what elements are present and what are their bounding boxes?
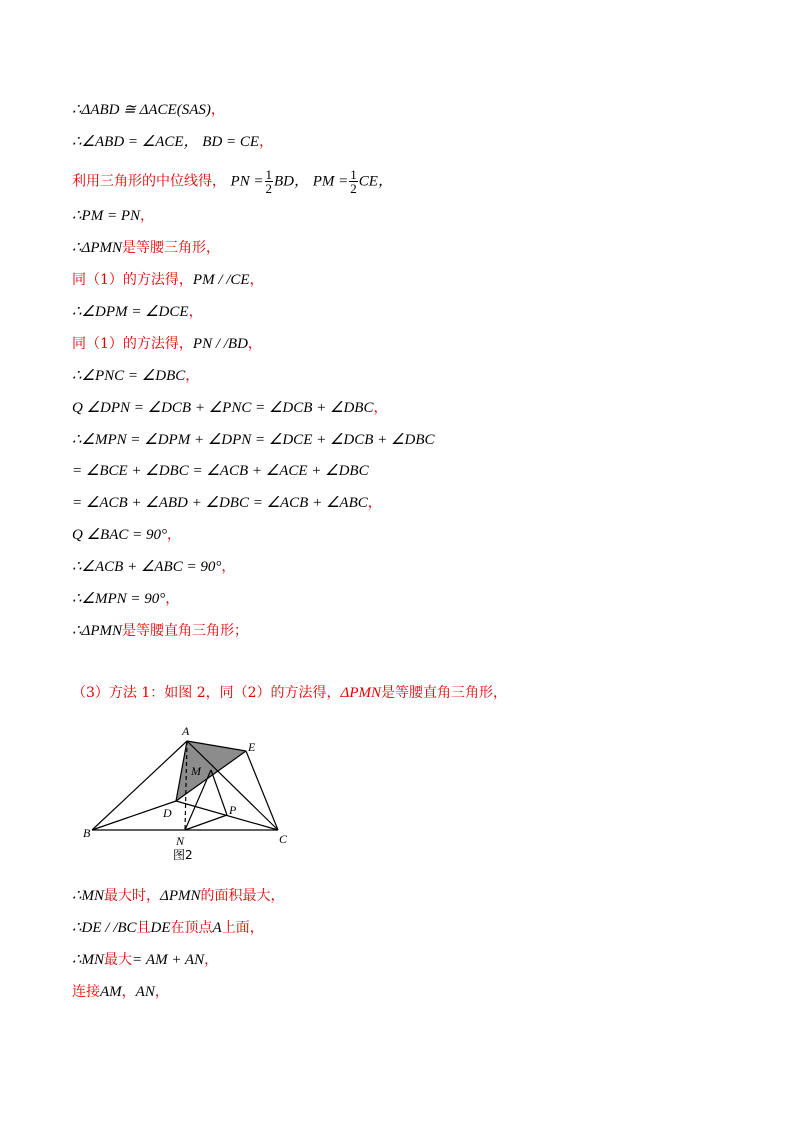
proof-line-15: ∴∠ACB + ∠ABC = 90°，: [72, 559, 236, 575]
proof-line-3: 利用三角形的中位线得， PN = $\frac{1}{2}$ BD， PM = $\frac{1}{2}$ CE，: [72, 167, 393, 196]
segment-MP: [211, 770, 227, 815]
proof-line-5: ∴ΔPMN是等腰三角形，: [72, 240, 221, 256]
proof-line-2: ∴∠ABD = ∠ACE， BD = CE，: [72, 134, 274, 150]
label-A: A: [182, 724, 190, 738]
proof-line-8: 同（1）的方法得，PN / /BD，: [72, 336, 262, 352]
label-B: B: [83, 826, 91, 840]
fraction-half: $\frac{1}{2}$: [350, 167, 357, 196]
proof-line-17: ∴ΔPMN是等腰直角三角形；: [72, 623, 249, 639]
proof-line-10: Q ∠DPN = ∠DCB + ∠PNC = ∠DCB + ∠DBC，: [72, 400, 388, 416]
geometry-figure-2: [80, 722, 300, 862]
label-M: M: [191, 764, 201, 778]
label-E: E: [248, 740, 256, 754]
proof-line-16: ∴∠MPN = 90°，: [72, 591, 180, 607]
label-P: P: [229, 803, 237, 817]
proof-line-12: = ∠BCE + ∠DBC = ∠ACB + ∠ACE + ∠DBC: [72, 463, 369, 479]
label-C: C: [279, 832, 288, 846]
conclusion-line-3: ∴MN最大= AM + AN，: [72, 952, 219, 968]
conclusion-line-1: ∴MN最大时，ΔPMN的面积最大，: [72, 888, 285, 904]
proof-line-11: ∴∠MPN = ∠DPM + ∠DPN = ∠DCE + ∠DCB + ∠DBC: [72, 432, 435, 448]
label-D: D: [163, 806, 172, 820]
figure-caption: 图2: [173, 848, 193, 862]
proof-line-1: ∴ΔABD ≅ ΔACE(SAS)，: [72, 102, 225, 118]
conclusion-line-4: 连接AM，AN，: [72, 984, 169, 1000]
label-N: N: [176, 834, 185, 848]
method-3-heading: （3）方法 1：如图 2，同（2）的方法得，ΔPMN是等腰直角三角形，: [72, 685, 507, 701]
proof-line-9: ∴∠PNC = ∠DBC，: [72, 368, 200, 384]
proof-line-6: 同（1）的方法得，PM / /CE，: [72, 272, 264, 288]
segment-NP: [185, 815, 227, 830]
fraction-half: $\frac{1}{2}$: [265, 167, 272, 196]
proof-line-7: ∴∠DPM = ∠DCE，: [72, 304, 203, 320]
segment-EC: [246, 751, 278, 830]
proof-line-4: ∴PM = PN，: [72, 208, 154, 224]
proof-line-13: = ∠ACB + ∠ABD + ∠DBC = ∠ACB + ∠ABC，: [72, 495, 382, 511]
segment-AB: [92, 741, 187, 830]
proof-line-14: Q ∠BAC = 90°，: [72, 527, 181, 543]
conclusion-line-2: ∴DE / /BC且DE在顶点A上面，: [72, 920, 264, 936]
